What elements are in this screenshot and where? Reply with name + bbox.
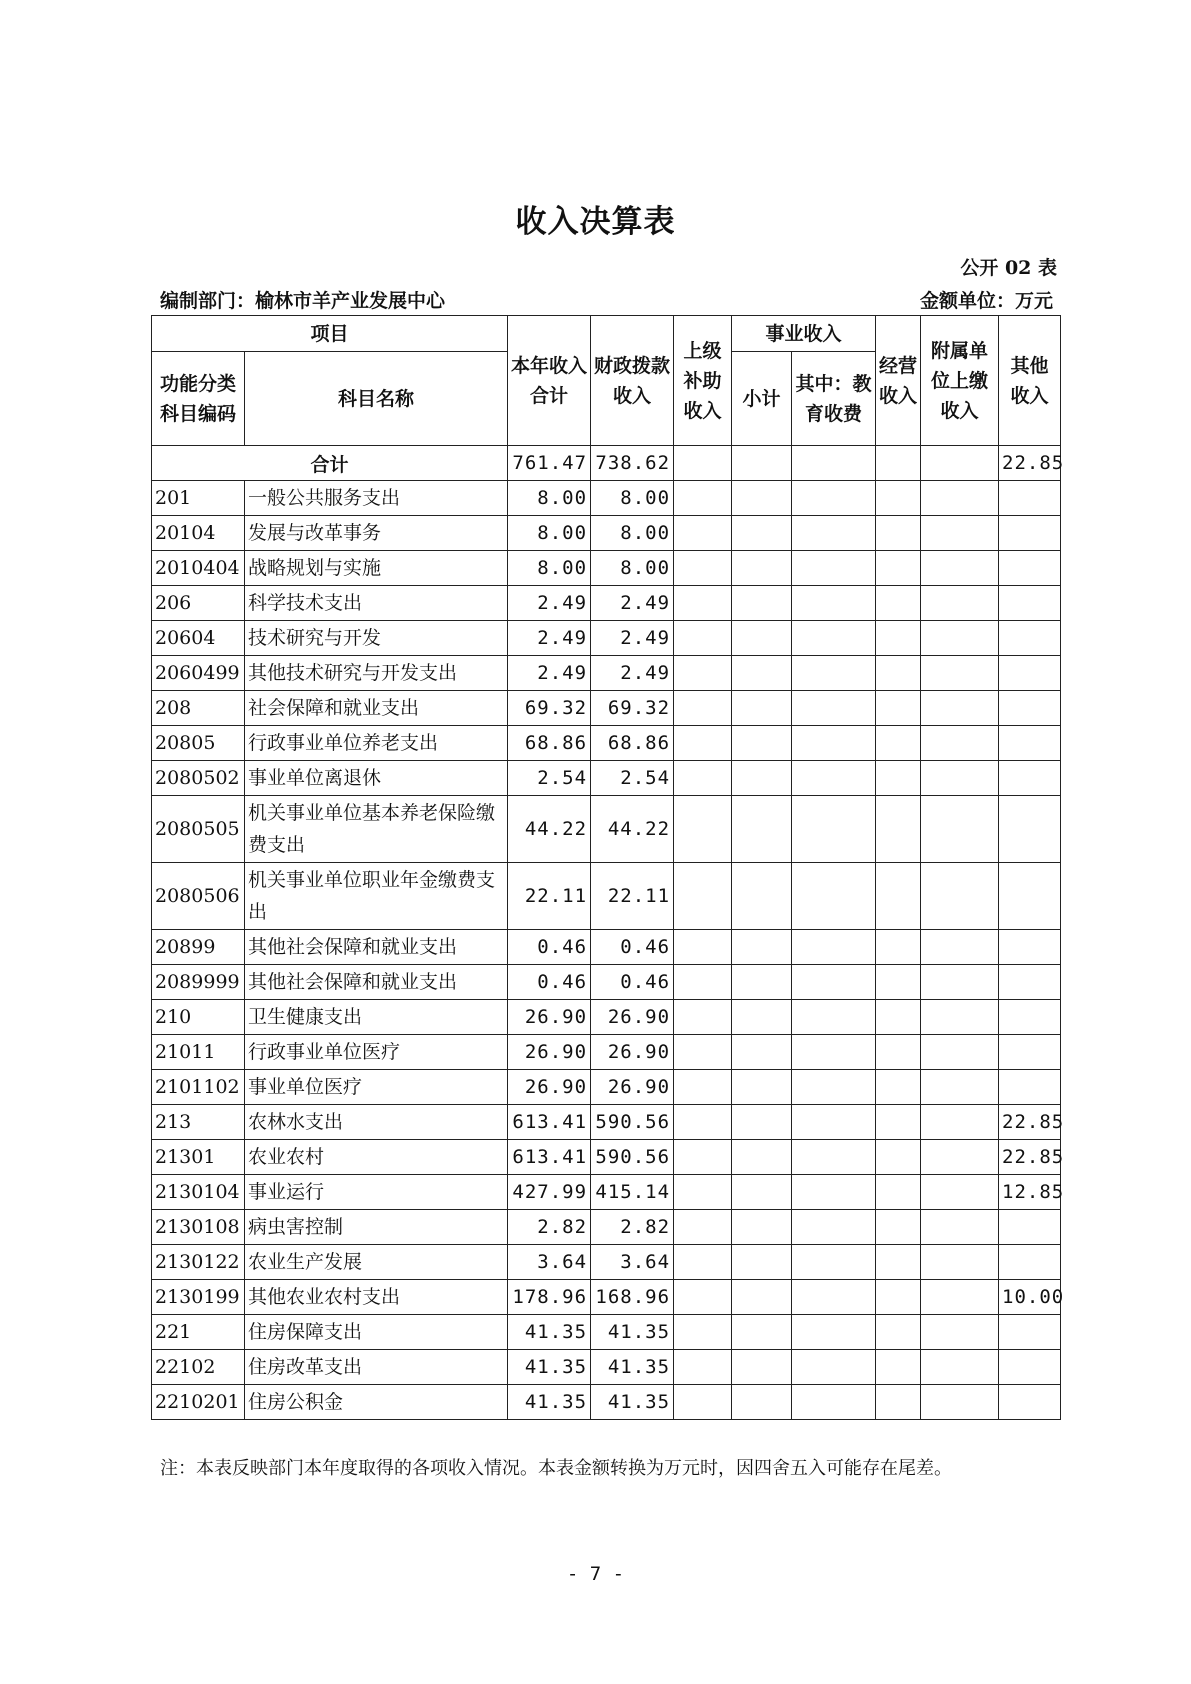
header-code: 功能分类科目编码: [152, 352, 245, 446]
row-fiscal: 2.49: [591, 586, 674, 621]
total-row: [152, 446, 1061, 481]
row-other: [999, 1000, 1061, 1035]
row-total-income: 2.49: [508, 586, 591, 621]
row-other: [999, 761, 1061, 796]
row-code: 21011: [152, 1035, 245, 1070]
row-code: 2080505: [152, 796, 245, 863]
row-fiscal: 168.96: [591, 1280, 674, 1315]
row-code: 2080506: [152, 863, 245, 930]
row-name: 一般公共服务支出: [245, 481, 508, 516]
row-fiscal: 2.49: [591, 621, 674, 656]
table-row: [152, 1280, 1061, 1315]
table-row: [152, 863, 1061, 930]
row-other: [999, 1070, 1061, 1105]
table-row: [152, 586, 1061, 621]
table-row: [152, 481, 1061, 516]
row-name: 事业单位离退休: [245, 761, 508, 796]
row-fiscal: 3.64: [591, 1245, 674, 1280]
row-other: [999, 1385, 1061, 1420]
header-item: 项目: [152, 316, 508, 352]
row-fiscal: 26.90: [591, 1035, 674, 1070]
row-code: 2130108: [152, 1210, 245, 1245]
row-fiscal: 0.46: [591, 965, 674, 1000]
row-name: 其他技术研究与开发支出: [245, 656, 508, 691]
row-total-income: 26.90: [508, 1070, 591, 1105]
row-total-income: 613.41: [508, 1105, 591, 1140]
table-row: [152, 1105, 1061, 1140]
table-row: [152, 965, 1061, 1000]
row-name: 农业农村: [245, 1140, 508, 1175]
row-total-income: 26.90: [508, 1000, 591, 1035]
row-other: 10.00: [999, 1280, 1061, 1315]
table-row: [152, 1245, 1061, 1280]
row-total-income: 8.00: [508, 551, 591, 586]
row-other: 22.85: [999, 1105, 1061, 1140]
row-name: 事业运行: [245, 1175, 508, 1210]
row-name: 战略规划与实施: [245, 551, 508, 586]
row-total-income: 613.41: [508, 1140, 591, 1175]
row-code: 21301: [152, 1140, 245, 1175]
table-row: [152, 761, 1061, 796]
row-other: [999, 863, 1061, 930]
row-code: 210: [152, 1000, 245, 1035]
row-name: 其他社会保障和就业支出: [245, 930, 508, 965]
row-total-income: 2.49: [508, 656, 591, 691]
row-other: [999, 481, 1061, 516]
row-code: 213: [152, 1105, 245, 1140]
row-name: 机关事业单位基本养老保险缴费支出: [245, 796, 508, 863]
row-code: 2210201: [152, 1385, 245, 1420]
row-other: [999, 965, 1061, 1000]
row-name: 病虫害控制: [245, 1210, 508, 1245]
row-total-income: 427.99: [508, 1175, 591, 1210]
row-total-income: 0.46: [508, 965, 591, 1000]
table-row: [152, 930, 1061, 965]
header-superior: 上级补助收入: [674, 316, 732, 446]
table-row: [152, 691, 1061, 726]
header-fiscal: 财政拨款收入: [591, 316, 674, 446]
row-code: 20805: [152, 726, 245, 761]
row-fiscal: 26.90: [591, 1000, 674, 1035]
row-other: [999, 1315, 1061, 1350]
header-affiliated: 附属单位上缴收入: [921, 316, 999, 446]
row-code: 20104: [152, 516, 245, 551]
row-code: 201: [152, 481, 245, 516]
row-name: 农业生产发展: [245, 1245, 508, 1280]
table-row: [152, 1140, 1061, 1175]
row-total-income: 26.90: [508, 1035, 591, 1070]
row-total-income: 69.32: [508, 691, 591, 726]
row-other: 12.85: [999, 1175, 1061, 1210]
row-fiscal: 22.11: [591, 863, 674, 930]
row-code: 2130104: [152, 1175, 245, 1210]
row-code: 2089999: [152, 965, 245, 1000]
row-code: 2101102: [152, 1070, 245, 1105]
row-name: 卫生健康支出: [245, 1000, 508, 1035]
row-name: 科学技术支出: [245, 586, 508, 621]
row-name: 社会保障和就业支出: [245, 691, 508, 726]
row-fiscal: 8.00: [591, 481, 674, 516]
department-label: 编制部门：榆林市羊产业发展中心: [160, 290, 446, 312]
row-fiscal: 68.86: [591, 726, 674, 761]
table-row: [152, 1070, 1061, 1105]
table-row: [152, 1350, 1061, 1385]
row-total-income: 2.54: [508, 761, 591, 796]
row-total-income: 68.86: [508, 726, 591, 761]
row-other: [999, 656, 1061, 691]
row-name: 其他社会保障和就业支出: [245, 965, 508, 1000]
row-fiscal: 41.35: [591, 1385, 674, 1420]
row-other: [999, 621, 1061, 656]
row-total-income: 3.64: [508, 1245, 591, 1280]
header-education: 其中：教育收费: [792, 352, 876, 446]
header-subtotal: 小计: [732, 352, 792, 446]
row-other: [999, 551, 1061, 586]
table-row: [152, 551, 1061, 586]
table-row: [152, 1035, 1061, 1070]
row-other: [999, 586, 1061, 621]
row-code: 20604: [152, 621, 245, 656]
total-fiscal-value: 738.62: [591, 446, 674, 481]
row-total-income: 22.11: [508, 863, 591, 930]
row-fiscal: 590.56: [591, 1105, 674, 1140]
row-fiscal: 590.56: [591, 1140, 674, 1175]
table-row: [152, 621, 1061, 656]
row-code: 2080502: [152, 761, 245, 796]
total-label: 合计: [152, 446, 508, 481]
row-other: [999, 691, 1061, 726]
row-code: 2130199: [152, 1280, 245, 1315]
row-fiscal: 2.82: [591, 1210, 674, 1245]
row-total-income: 8.00: [508, 516, 591, 551]
row-total-income: 2.49: [508, 621, 591, 656]
table-row: [152, 1000, 1061, 1035]
row-fiscal: 44.22: [591, 796, 674, 863]
page-number: - 7 -: [566, 1563, 625, 1585]
table-row: [152, 1315, 1061, 1350]
row-code: 208: [152, 691, 245, 726]
total-other-value: 22.85: [999, 446, 1061, 481]
row-total-income: 0.46: [508, 930, 591, 965]
row-total-income: 44.22: [508, 796, 591, 863]
row-fiscal: 26.90: [591, 1070, 674, 1105]
row-name: 技术研究与开发: [245, 621, 508, 656]
table-row: [152, 1385, 1061, 1420]
row-fiscal: 41.35: [591, 1315, 674, 1350]
row-other: [999, 1210, 1061, 1245]
row-fiscal: 41.35: [591, 1350, 674, 1385]
header-total-income: 本年收入合计: [508, 316, 591, 446]
row-name: 行政事业单位养老支出: [245, 726, 508, 761]
row-fiscal: 8.00: [591, 551, 674, 586]
table-row: [152, 656, 1061, 691]
row-name: 其他农业农村支出: [245, 1280, 508, 1315]
row-code: 2130122: [152, 1245, 245, 1280]
row-code: 22102: [152, 1350, 245, 1385]
row-name: 住房保障支出: [245, 1315, 508, 1350]
row-fiscal: 415.14: [591, 1175, 674, 1210]
row-total-income: 8.00: [508, 481, 591, 516]
table-row: [152, 1210, 1061, 1245]
row-name: 发展与改革事务: [245, 516, 508, 551]
header-business: 事业收入: [732, 316, 876, 352]
header-name: 科目名称: [245, 352, 508, 446]
row-total-income: 178.96: [508, 1280, 591, 1315]
row-total-income: 41.35: [508, 1385, 591, 1420]
table-row: [152, 1175, 1061, 1210]
table-row: [152, 796, 1061, 863]
row-fiscal: 69.32: [591, 691, 674, 726]
row-name: 机关事业单位职业年金缴费支出: [245, 863, 508, 930]
row-code: 2060499: [152, 656, 245, 691]
row-code: 20899: [152, 930, 245, 965]
row-code: 2010404: [152, 551, 245, 586]
row-name: 农林水支出: [245, 1105, 508, 1140]
header-other: 其他收入: [999, 316, 1061, 446]
row-fiscal: 2.54: [591, 761, 674, 796]
header-operating: 经营收入: [876, 316, 921, 446]
row-fiscal: 0.46: [591, 930, 674, 965]
row-total-income: 41.35: [508, 1350, 591, 1385]
row-other: [999, 726, 1061, 761]
form-number: 公开 02 表: [960, 257, 1057, 279]
row-total-income: 2.82: [508, 1210, 591, 1245]
unit-label: 金额单位：万元: [919, 290, 1053, 312]
row-fiscal: 8.00: [591, 516, 674, 551]
total-income-value: 761.47: [508, 446, 591, 481]
row-other: [999, 796, 1061, 863]
row-other: [999, 930, 1061, 965]
row-total-income: 41.35: [508, 1315, 591, 1350]
row-fiscal: 2.49: [591, 656, 674, 691]
row-other: [999, 1035, 1061, 1070]
page-title: 收入决算表: [515, 204, 676, 240]
row-code: 206: [152, 586, 245, 621]
table-note: 注：本表反映部门本年度取得的各项收入情况。本表金额转换为万元时，因四舍五入可能存在尾差。: [160, 1458, 952, 1479]
row-other: [999, 1350, 1061, 1385]
row-name: 行政事业单位医疗: [245, 1035, 508, 1070]
row-name: 事业单位医疗: [245, 1070, 508, 1105]
table-row: [152, 726, 1061, 761]
row-other: [999, 1245, 1061, 1280]
row-name: 住房公积金: [245, 1385, 508, 1420]
table-row: [152, 516, 1061, 551]
row-code: 221: [152, 1315, 245, 1350]
income-table: [151, 315, 1065, 1420]
row-other: 22.85: [999, 1140, 1061, 1175]
row-name: 住房改革支出: [245, 1350, 508, 1385]
row-other: [999, 516, 1061, 551]
